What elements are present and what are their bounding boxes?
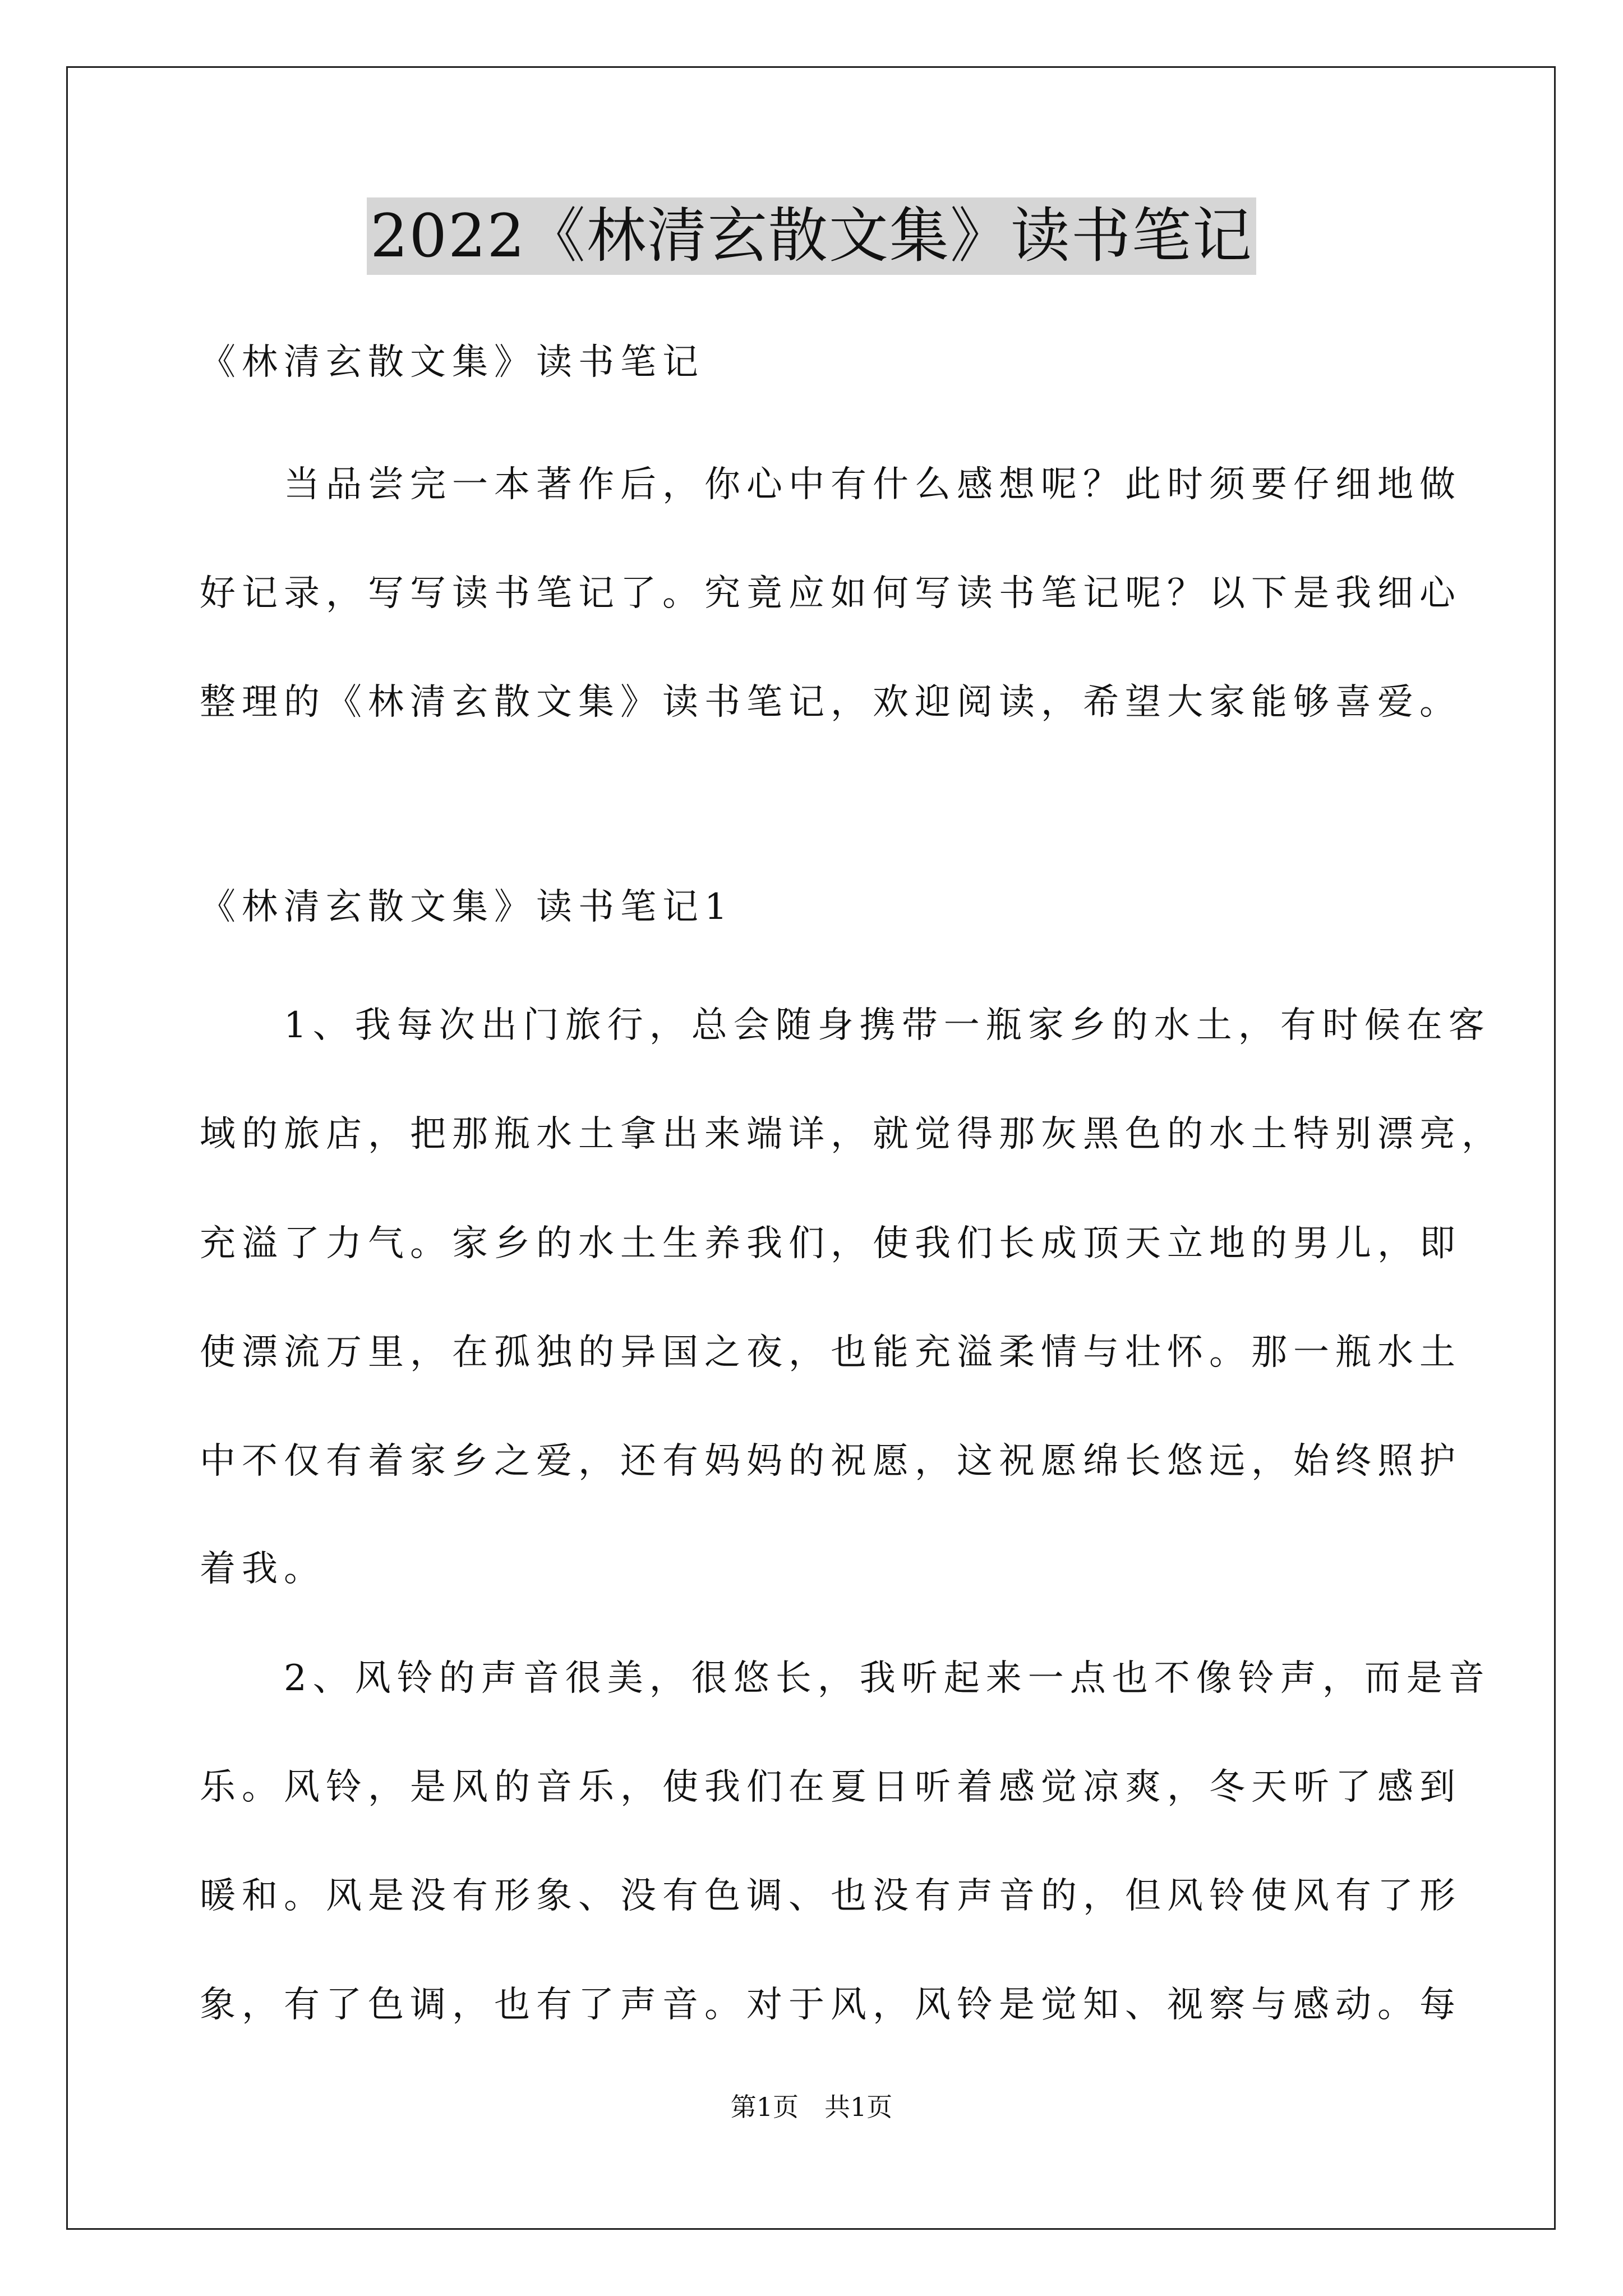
body-line: 着我。 (200, 1548, 326, 1590)
section-heading: 《林清玄散文集》读书笔记1 (200, 886, 734, 928)
body-line: 象，有了色调，也有了声音。对于风，风铃是觉知、视察与感动。每 (200, 1984, 1461, 2026)
subtitle-line: 《林清玄散文集》读书笔记 (200, 342, 704, 383)
body-line: 使漂流万里，在孤独的异国之夜，也能充溢柔情与壮怀。那一瓶水土 (200, 1332, 1461, 1373)
body-line: 充溢了力气。家乡的水土生养我们，使我们长成顶天立地的男儿，即 (200, 1223, 1461, 1264)
body-line: 好记录，写写读书笔记了。究竟应如何写读书笔记呢？以下是我细心 (200, 573, 1461, 614)
document-title: 2022《林清玄散文集》读书笔记 (367, 197, 1256, 275)
document-title-wrapper (0, 197, 1623, 275)
body-line: 整理的《林清玄散文集》读书笔记，欢迎阅读，希望大家能够喜爱。 (200, 682, 1461, 723)
body-line: 暖和。风是没有形象、没有色调、也没有声音的，但风铃使风有了形 (200, 1875, 1461, 1917)
body-line: 1、我每次出门旅行，总会随身携带一瓶家乡的水土，有时候在客 (200, 1005, 1491, 1046)
body-line: 乐。风铃，是风的音乐，使我们在夏日听着感觉凉爽，冬天听了感到 (200, 1766, 1461, 1808)
body-line: 2、风铃的声音很美，很悠长，我听起来一点也不像铃声，而是音 (200, 1658, 1491, 1699)
body-line: 域的旅店，把那瓶水土拿出来端详，就觉得那灰黑色的水土特别漂亮， (200, 1114, 1504, 1155)
body-line: 当品尝完一本著作后，你心中有什么感想呢？此时须要仔细地做 (200, 464, 1461, 505)
page-footer: 第1页 共1页 (730, 2092, 893, 2122)
body-line: 中不仅有着家乡之爱，还有妈妈的祝愿，这祝愿绵长悠远，始终照护 (200, 1441, 1461, 1482)
